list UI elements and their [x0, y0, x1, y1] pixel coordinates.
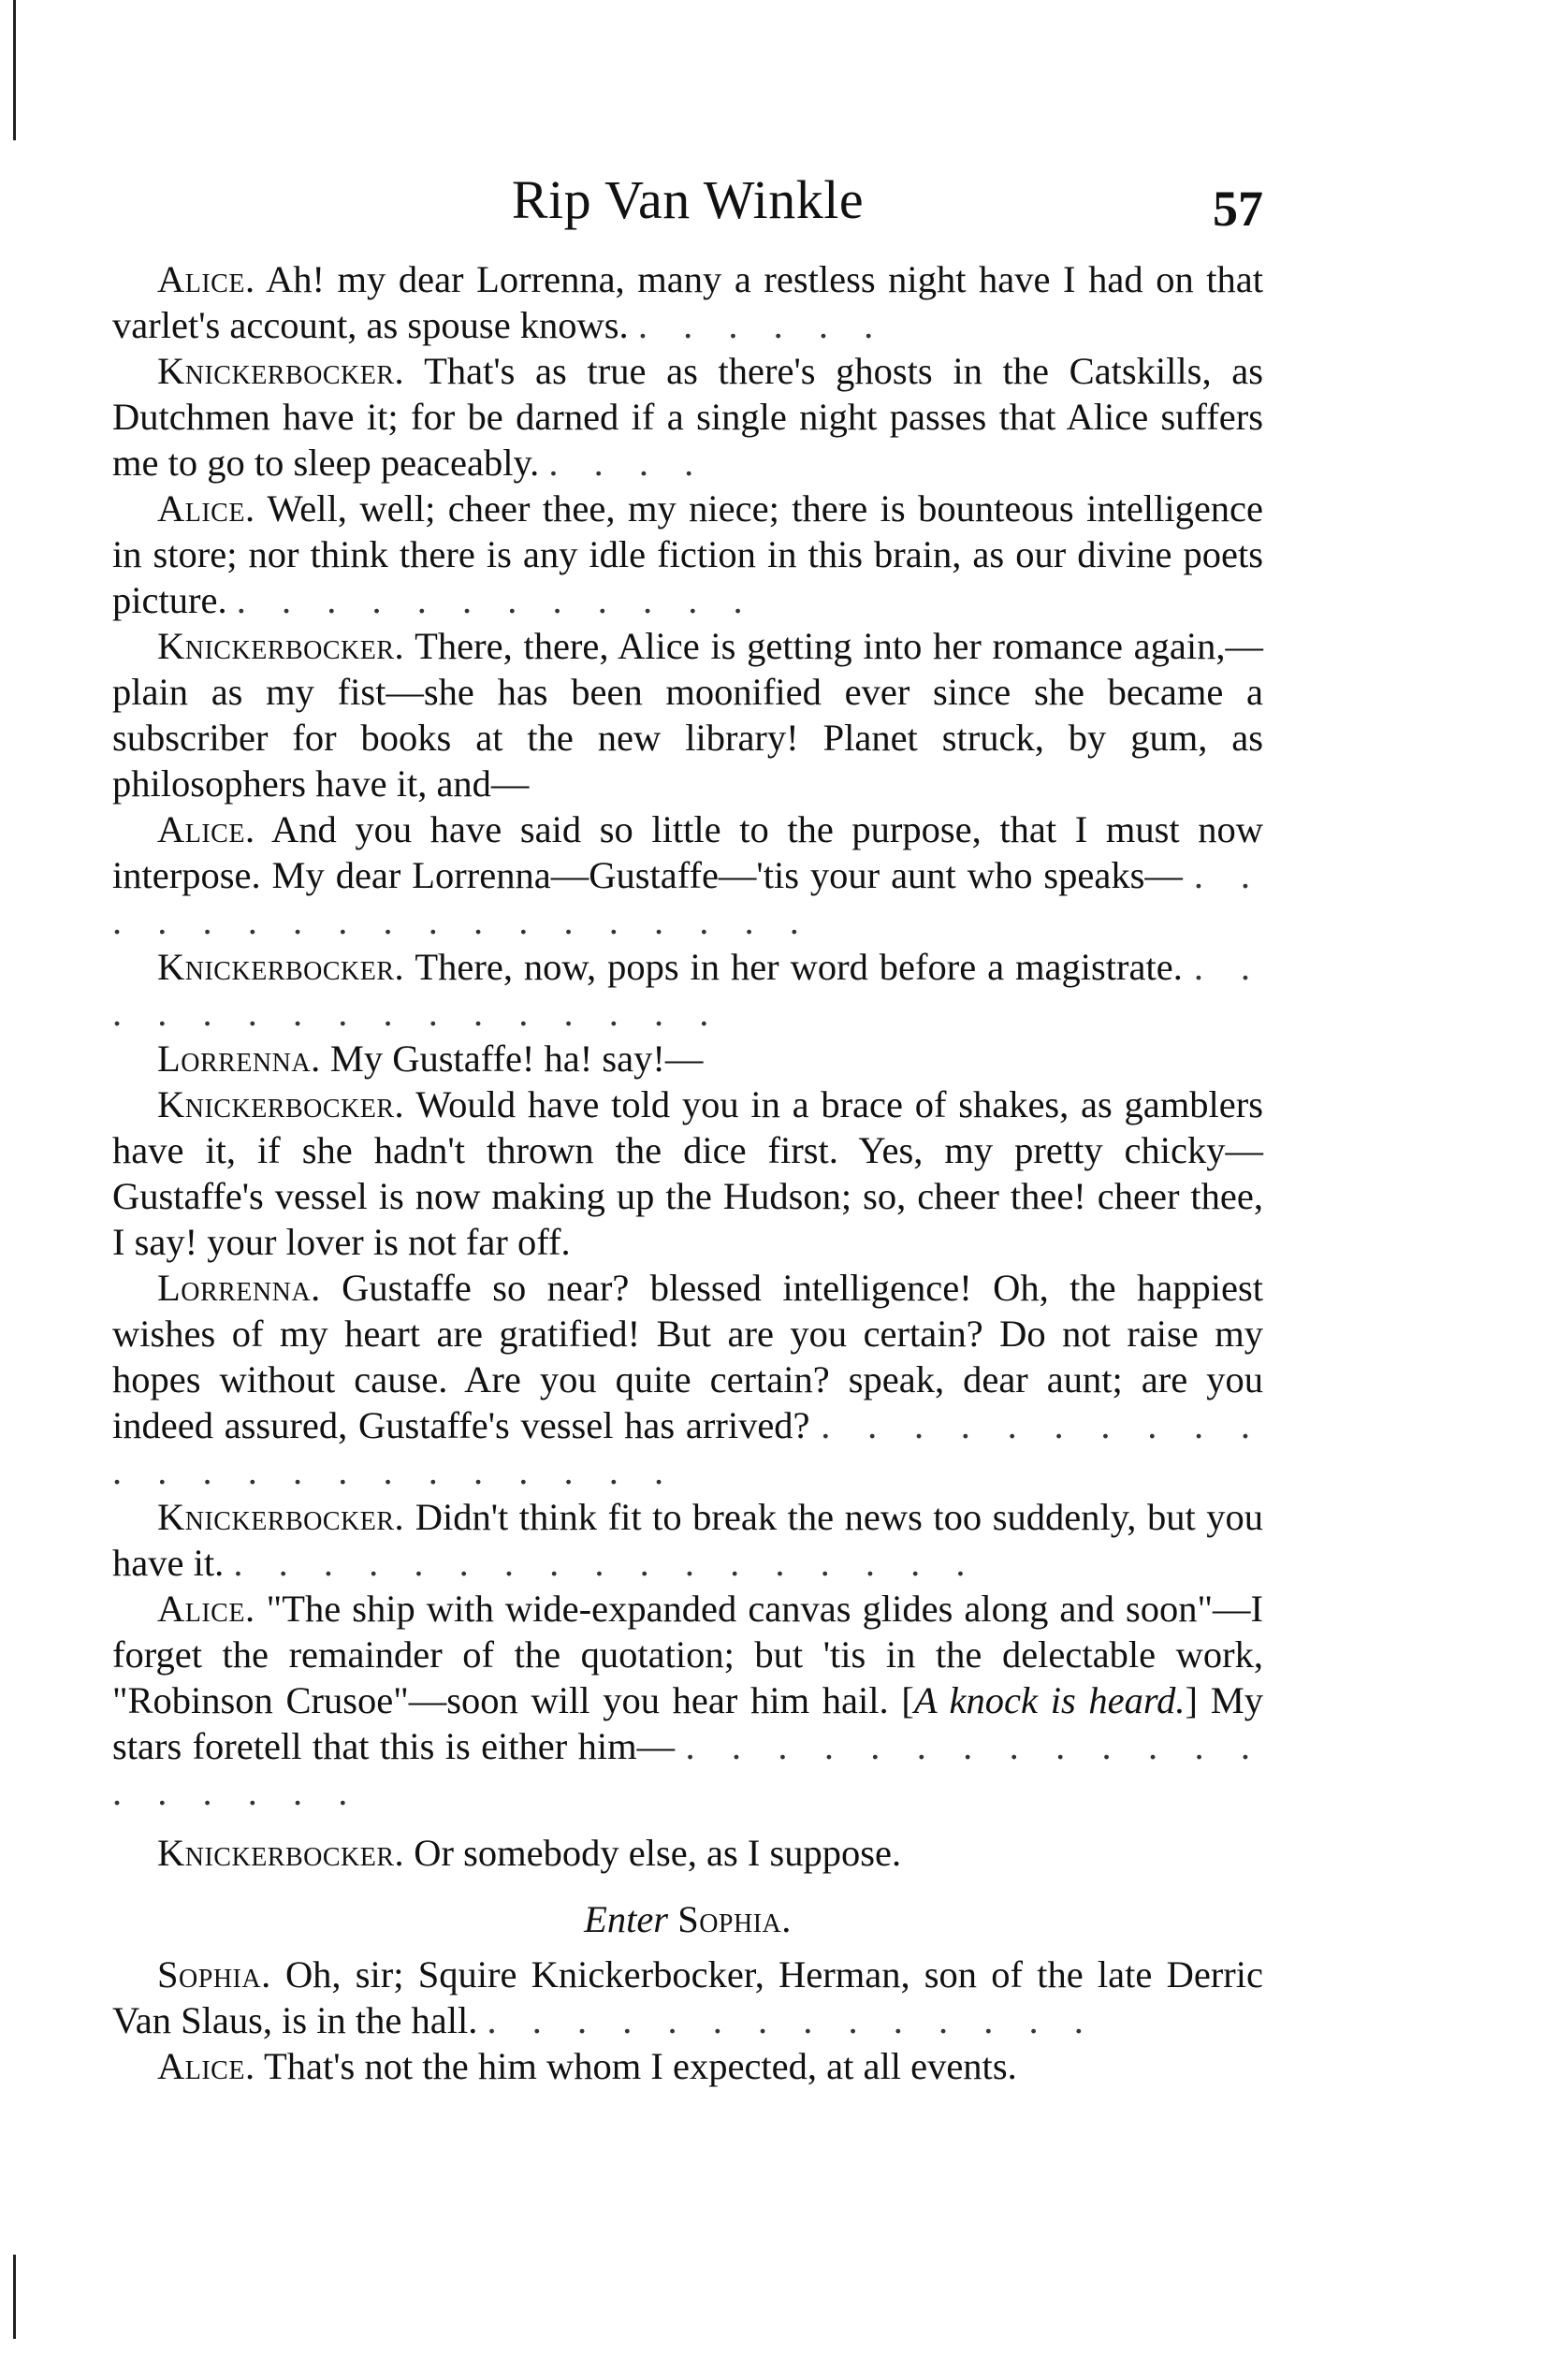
- speech: [112, 1036, 1263, 1081]
- speech: [112, 256, 1263, 348]
- stage-character: Sophia.: [677, 1898, 792, 1940]
- speaker-name: Alice.: [157, 808, 255, 850]
- speech: [112, 623, 1263, 806]
- speech-text: My Gustaffe! ha! say!—: [329, 1038, 704, 1080]
- speech-text: Gustaffe so near? blessed intelligence! Oh, the happiest wishes of my heart are gratified! But are you certain? Do not raise my hopes without cause. Are you quite certain? speak, dear aunt; are you indeed assured, Gustaffe's vessel has arrived?: [112, 1267, 1264, 1446]
- speaker-name: Sophia.: [157, 1953, 271, 1995]
- speaker-name: Alice.: [157, 258, 255, 300]
- speaker-name: Knickerbocker.: [157, 1083, 405, 1125]
- leader-dots: . . . . . . . . . . . . . .: [487, 1999, 1097, 2041]
- leader-dots: . . . . . . . . . . . . . . . .: [112, 946, 1264, 1034]
- speaker-name: Alice.: [157, 487, 255, 530]
- speaker-name: Knickerbocker.: [157, 350, 405, 392]
- speech-text: There, now, pops in her word before a magistrate.: [415, 946, 1183, 988]
- speaker-name: Lorrenna.: [157, 1267, 321, 1309]
- speaker-name: Alice.: [157, 1588, 255, 1630]
- leader-dots: . . . . . . . . . . . . . . . . . . .: [112, 1725, 1264, 1813]
- speaker-name: Knickerbocker.: [157, 625, 405, 667]
- speech: [112, 486, 1263, 623]
- page-header: [112, 159, 1263, 243]
- speech: [112, 1081, 1263, 1265]
- speech: [112, 944, 1263, 1036]
- speech: [112, 1265, 1263, 1494]
- speech-text: "The ship with wide-expanded canvas glides along and soon"—I forget the remainder of the quotation; but 'tis in the delectable work, "Robinson Crusoe"—soon will you hear him hail. [: [112, 1588, 1264, 1721]
- speech: [112, 1586, 1263, 1815]
- speech-text: That's not the him whom I expected, at all events.: [264, 2045, 1017, 2087]
- page-number: 57: [1213, 181, 1263, 237]
- speech-text: Didn't think fit to break the news too suddenly, but you have it.: [112, 1496, 1264, 1584]
- speech: [112, 2043, 1263, 2089]
- scan-margin-line: [13, 0, 16, 140]
- running-title: Rip Van Winkle: [511, 169, 865, 230]
- speech: [112, 1830, 1263, 1876]
- speaker-name: Knickerbocker.: [157, 946, 405, 988]
- leader-dots: . . . . . . . . . . . . . . . . . .: [112, 854, 1264, 942]
- leader-dots: . . . . . . . . . . . . . . . . .: [233, 1542, 979, 1584]
- speech-text: And you have said so little to the purpose, that I must now interpose. My dear Lorrenna—Gustaffe—'tis your aunt who speaks—: [112, 808, 1264, 896]
- speech-text: There, there, Alice is getting into her romance again,—plain as my fist—she has been moonified ever since she became a subscriber for books at the new library! Planet struck, by gum, as philosophers have it, and—: [112, 625, 1263, 805]
- stage-direction: [112, 1896, 1263, 1942]
- leader-dots: . . . . . . . . . . . .: [236, 579, 756, 621]
- scan-margin-line: [13, 2255, 16, 2339]
- leader-dots: . . . . . .: [637, 304, 887, 346]
- speech-text: Ah! my dear Lorrenna, many a restless night have I had on that varlet's account, as spouse knows.: [112, 258, 1264, 346]
- speech: [112, 1952, 1263, 2043]
- speaker-name: Knickerbocker.: [157, 1832, 405, 1874]
- speech-text: Well, well; cheer thee, my niece; there is bounteous intelligence in store; nor think there is any idle fiction in this brain, as our divine poets picture.: [112, 487, 1263, 621]
- speech-text: Would have told you in a brace of shakes, as gamblers have it, if she hadn't thrown the dice first. Yes, my pretty chicky—Gustaffe's vessel is now making up the Hudson; so, cheer thee! cheer thee, I say! your lover is not far off.: [112, 1083, 1263, 1263]
- leader-dots: . . . . . . . . . . . . . . . . . . . . . . .: [112, 1404, 1264, 1492]
- stage-enter: Enter: [584, 1898, 669, 1940]
- play-text: [112, 256, 1263, 2089]
- speech-text: Or somebody else, as I suppose.: [414, 1832, 902, 1874]
- speaker-name: Alice.: [157, 2045, 255, 2087]
- inline-stage-direction: A knock is heard.: [913, 1679, 1186, 1721]
- speech-text: Oh, sir; Squire Knickerbocker, Herman, son of the late Derric Van Slaus, is in the hall.: [112, 1953, 1264, 2041]
- leader-dots: . . . .: [548, 442, 707, 484]
- speech: [112, 1494, 1263, 1586]
- speech: [112, 348, 1263, 486]
- speaker-name: Knickerbocker.: [157, 1496, 405, 1538]
- speech-text: That's as true as there's ghosts in the Catskills, as Dutchmen have it; for be darned if a single night passes that Alice suffers me to go to sleep peaceably.: [112, 350, 1263, 484]
- speaker-name: Lorrenna.: [157, 1038, 321, 1080]
- speech-text: ] My stars foretell that this is either him—: [112, 1679, 1263, 1767]
- speech: [112, 806, 1263, 944]
